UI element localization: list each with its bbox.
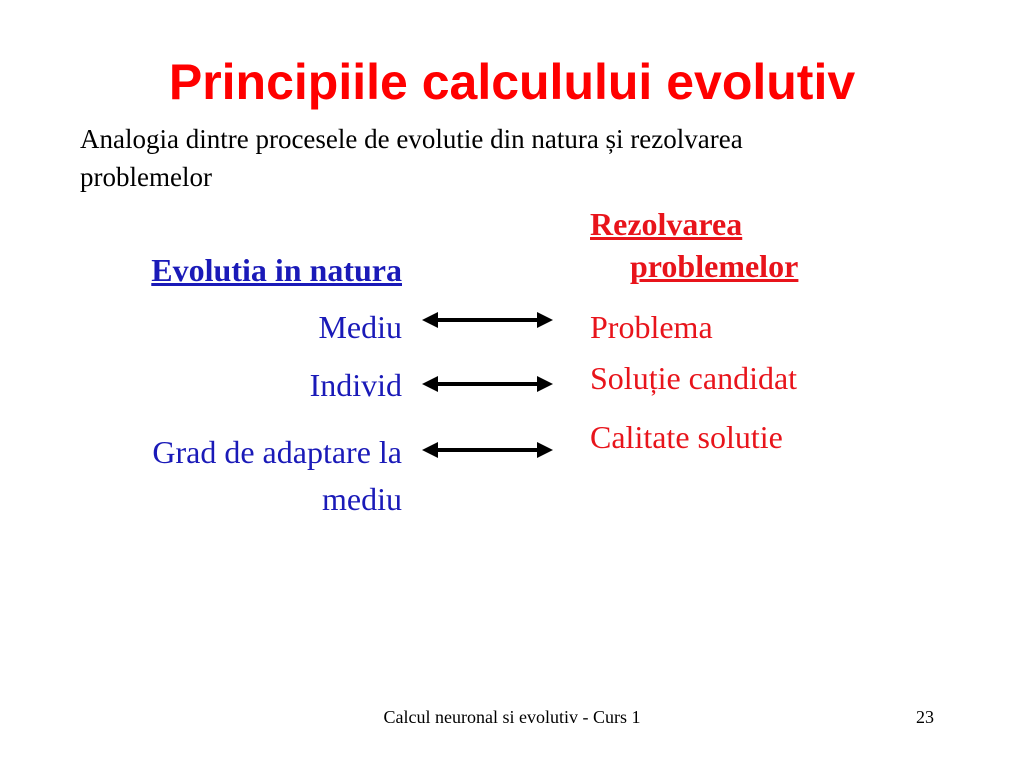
footer-course-name: Calcul neuronal si evolutiv - Curs 1 (383, 707, 641, 727)
left-item-grad-line-2: mediu (322, 481, 402, 517)
left-item-grad-line-1: Grad de adaptare la (152, 434, 402, 470)
right-heading-line-2 (590, 245, 798, 287)
left-item-mediu: Mediu (318, 309, 402, 345)
right-column-heading (590, 203, 798, 287)
slide-title: Principiile calculului evolutiv (168, 54, 856, 110)
left-column-heading: Evolutia in natura (151, 252, 402, 288)
right-heading-line-1: Rezolvarea (590, 206, 743, 242)
left-item-individ: Individ (309, 367, 402, 403)
right-heading-line-2-text: problemelor (630, 248, 799, 284)
double-headed-arrow-icon (420, 440, 555, 460)
page-number: 23 (916, 707, 934, 727)
double-headed-arrow-icon (420, 374, 555, 394)
right-item-problema: Problema (590, 309, 713, 345)
right-item-solutie-candidat: Soluție candidat (590, 360, 798, 396)
right-item-calitate-solutie: Calitate solutie (590, 419, 783, 455)
slide-subtitle: Analogia dintre procesele de evolutie din natura și rezolvarea problemelor (80, 124, 743, 192)
double-headed-arrow-icon (420, 310, 555, 330)
